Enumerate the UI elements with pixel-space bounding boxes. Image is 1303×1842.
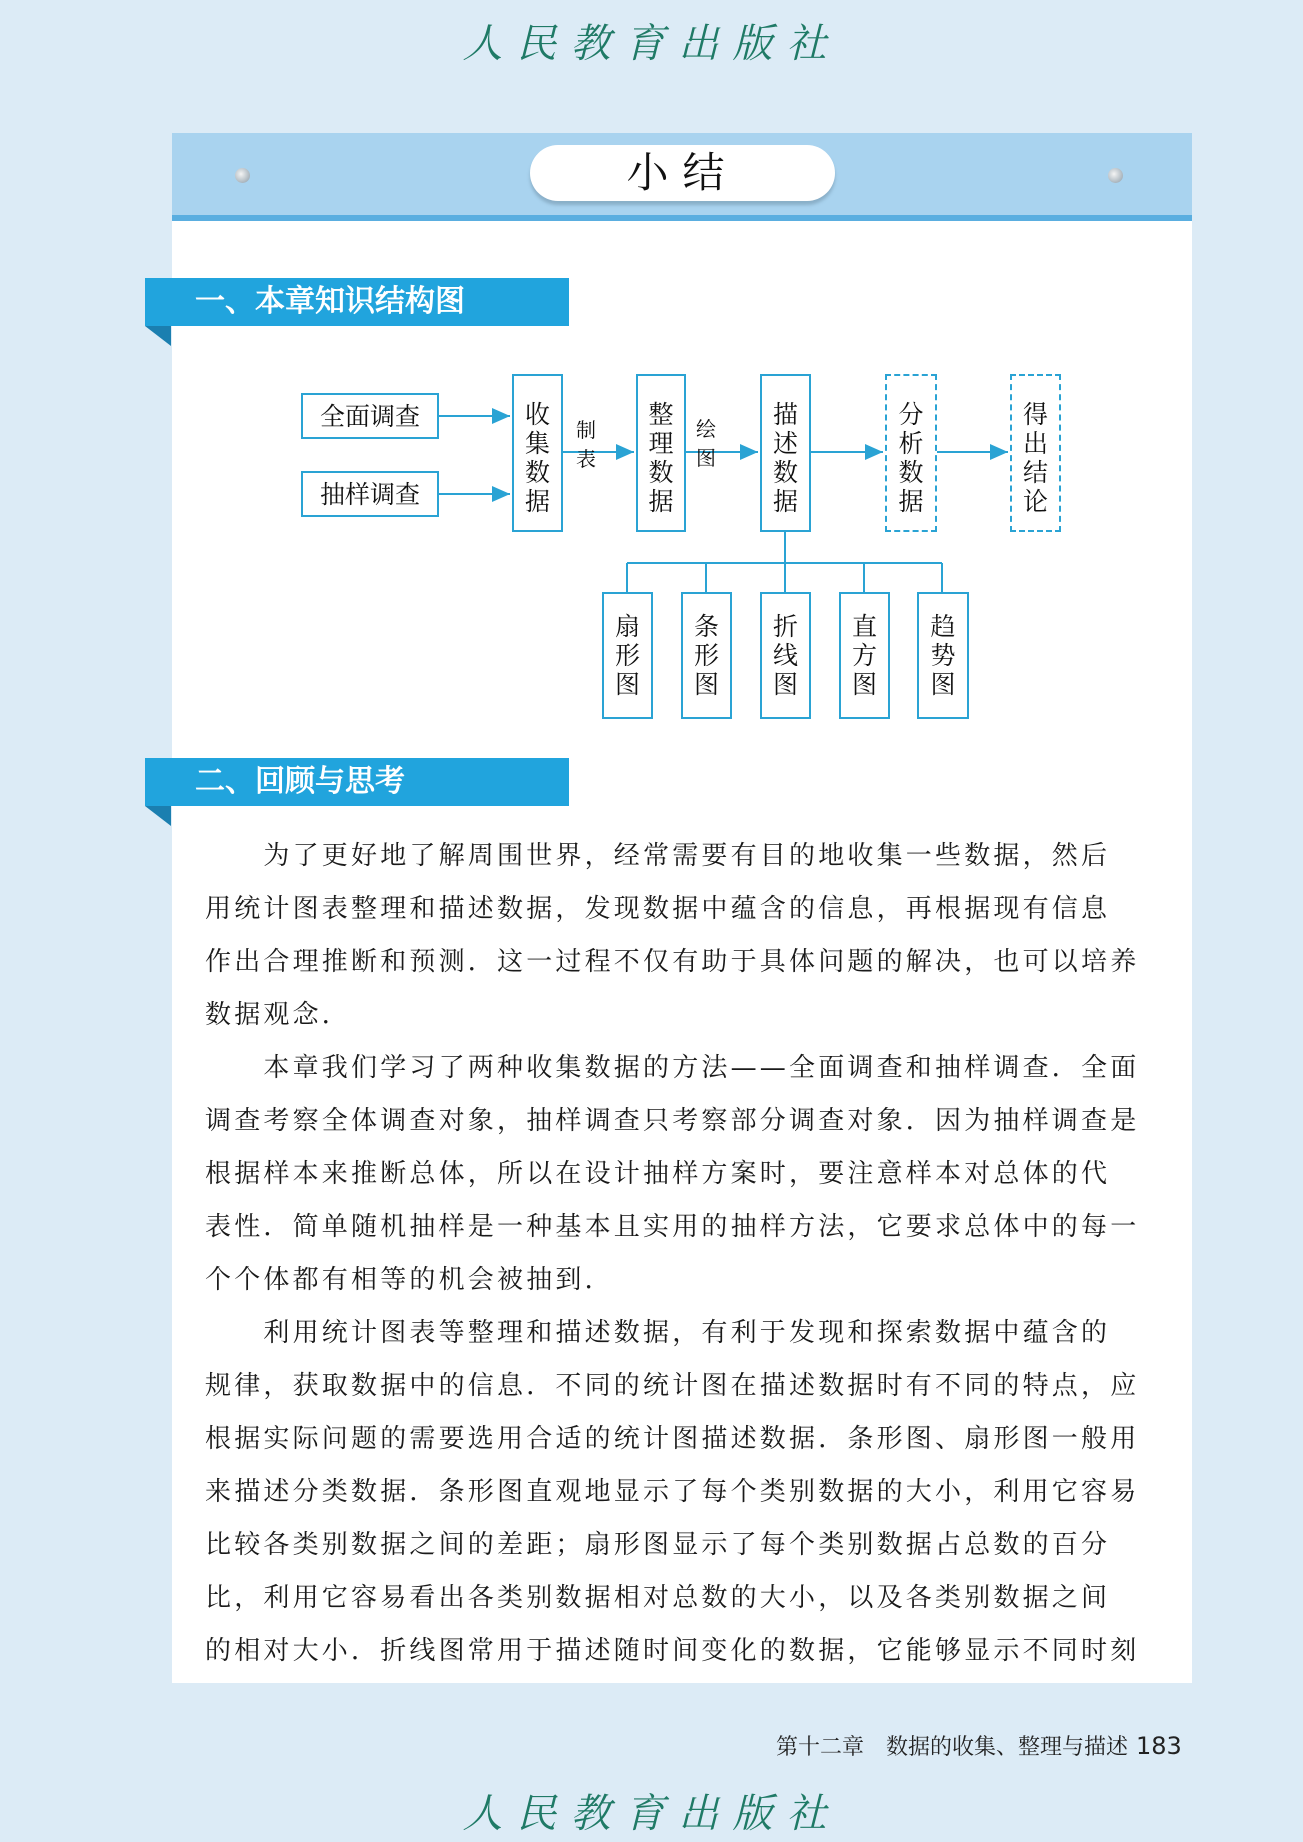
section-heading-fold bbox=[145, 806, 171, 826]
page-number: 183 bbox=[1136, 1732, 1182, 1760]
text-line: 根据样本来推断总体，所以在设计抽样方案时，要注意样本对总体的代 bbox=[205, 1159, 1111, 1189]
box-draw-conclusion: 得 出 结 论 bbox=[1010, 374, 1061, 532]
box-full-survey: 全面调查 bbox=[301, 393, 439, 439]
box-histogram: 直 方 图 bbox=[839, 592, 890, 719]
box-collect-data: 收 集 数 据 bbox=[512, 374, 563, 532]
text-line: 表性．简单随机抽样是一种基本且实用的抽样方法，它要求总体中的每一 bbox=[205, 1212, 1140, 1242]
publisher-logo-bottom: 人民教育出版社 bbox=[462, 1791, 841, 1837]
text-line: 利用统计图表等整理和描述数据，有利于发现和探索数据中蕴含的 bbox=[205, 1318, 1111, 1348]
box-trend-chart: 趋 势 图 bbox=[917, 592, 969, 719]
publisher-logo-top: 人民教育出版社 bbox=[462, 21, 841, 67]
section-heading-structure: 一、本章知识结构图 bbox=[145, 278, 569, 326]
text-line: 用统计图表整理和描述数据，发现数据中蕴含的信息，再根据现有信息 bbox=[205, 894, 1111, 924]
box-describe-data: 描 述 数 据 bbox=[760, 374, 811, 532]
box-pie-chart: 扇 形 图 bbox=[602, 592, 653, 719]
text-line: 调查考察全体调查对象，抽样调查只考察部分调查对象．因为抽样调查是 bbox=[205, 1106, 1140, 1136]
edge-label-tabulate: 制表 bbox=[576, 418, 596, 471]
page-title: 小结 bbox=[530, 145, 835, 201]
text-line: 规律，获取数据中的信息．不同的统计图在描述数据时有不同的特点，应 bbox=[205, 1371, 1140, 1401]
box-bar-chart: 条 形 图 bbox=[681, 592, 732, 719]
page-footer bbox=[776, 1730, 1182, 1761]
box-analyze-data: 分 析 数 据 bbox=[885, 374, 937, 532]
text-line: 根据实际问题的需要选用合适的统计图描述数据．条形图、扇形图一般用 bbox=[205, 1424, 1140, 1454]
text-line: 为了更好地了解周围世界，经常需要有目的地收集一些数据，然后 bbox=[205, 841, 1111, 871]
text-line: 数据观念． bbox=[205, 1000, 352, 1030]
box-line-chart: 折 线 图 bbox=[760, 592, 811, 719]
text-line: 个个体都有相等的机会被抽到． bbox=[205, 1265, 614, 1295]
text-line: 的相对大小．折线图常用于描述随时间变化的数据，它能够显示不同时刻 bbox=[205, 1636, 1140, 1666]
text-line: 比较各类别数据之间的差距；扇形图显示了每个类别数据占总数的百分 bbox=[205, 1530, 1111, 1560]
text-line: 本章我们学习了两种收集数据的方法——全面调查和抽样调查．全面 bbox=[205, 1053, 1140, 1083]
section-heading-review: 二、回顾与思考 bbox=[145, 758, 569, 806]
chapter-title: 第十二章 数据的收集、整理与描述 bbox=[776, 1735, 1129, 1760]
text-line: 作出合理推断和预测．这一过程不仅有助于具体问题的解决，也可以培养 bbox=[205, 947, 1140, 977]
box-organize-data: 整 理 数 据 bbox=[636, 374, 686, 532]
box-sample-survey: 抽样调查 bbox=[301, 471, 439, 517]
text-line: 来描述分类数据．条形图直观地显示了每个类别数据的大小，利用它容易 bbox=[205, 1477, 1140, 1507]
review-text bbox=[205, 830, 1160, 1678]
text-line: 比，利用它容易看出各类别数据相对总数的大小，以及各类别数据之间 bbox=[205, 1583, 1111, 1613]
edge-label-draw: 绘图 bbox=[696, 417, 716, 470]
